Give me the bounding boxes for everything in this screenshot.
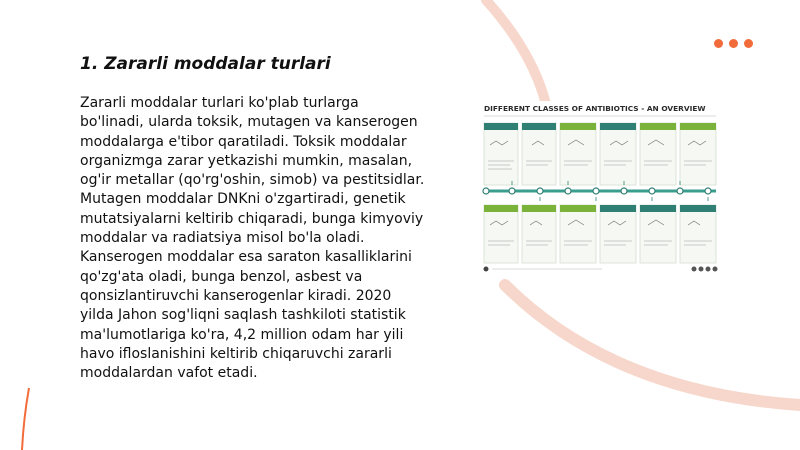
accent-dot [729, 39, 738, 48]
slide-body-text: Zararli moddalar turlari ko'plab turlarga bo'linadi, ularda toksik, mutagen va kanserogen moddalarga e'tibor qaratiladi. Toksik moddalar organizmga zarar yetkazishi mumkin, masalan, og'ir metallar (qo'rg'oshin, simob) va pestitsidlar. Mutagen moddalar DNKni o'zgartiradi, genetik mutatsiyalarni keltirib chiqaradi, bunga kimyoviy moddalar va radiatsiya misol bo'la oladi. Kanserogen moddalar esa saraton kasalliklarini qo'zg'ata oladi, bunga benzol, asbest va qonsizlantiruvchi kanserogenlar kiradi. 2020 yilda Jahon sog'liqni saqlash tashkiloti statistik ma'lumotlariga ko'ra, 4,2 million odam har yili havo ifloslanishini keltirib chiqaruvchi zararli moddalardan vafot etadi. [80, 95, 425, 382]
accent-dot [744, 39, 753, 48]
slide-title: 1. Zararli moddalar turlari [80, 54, 331, 74]
antibiotics-infographic [482, 101, 718, 275]
infographic-title: DIFFERENT CLASSES OF ANTIBIOTICS - AN OVERVIEW [484, 104, 706, 113]
accent-dots [714, 39, 753, 48]
accent-dot [714, 39, 723, 48]
